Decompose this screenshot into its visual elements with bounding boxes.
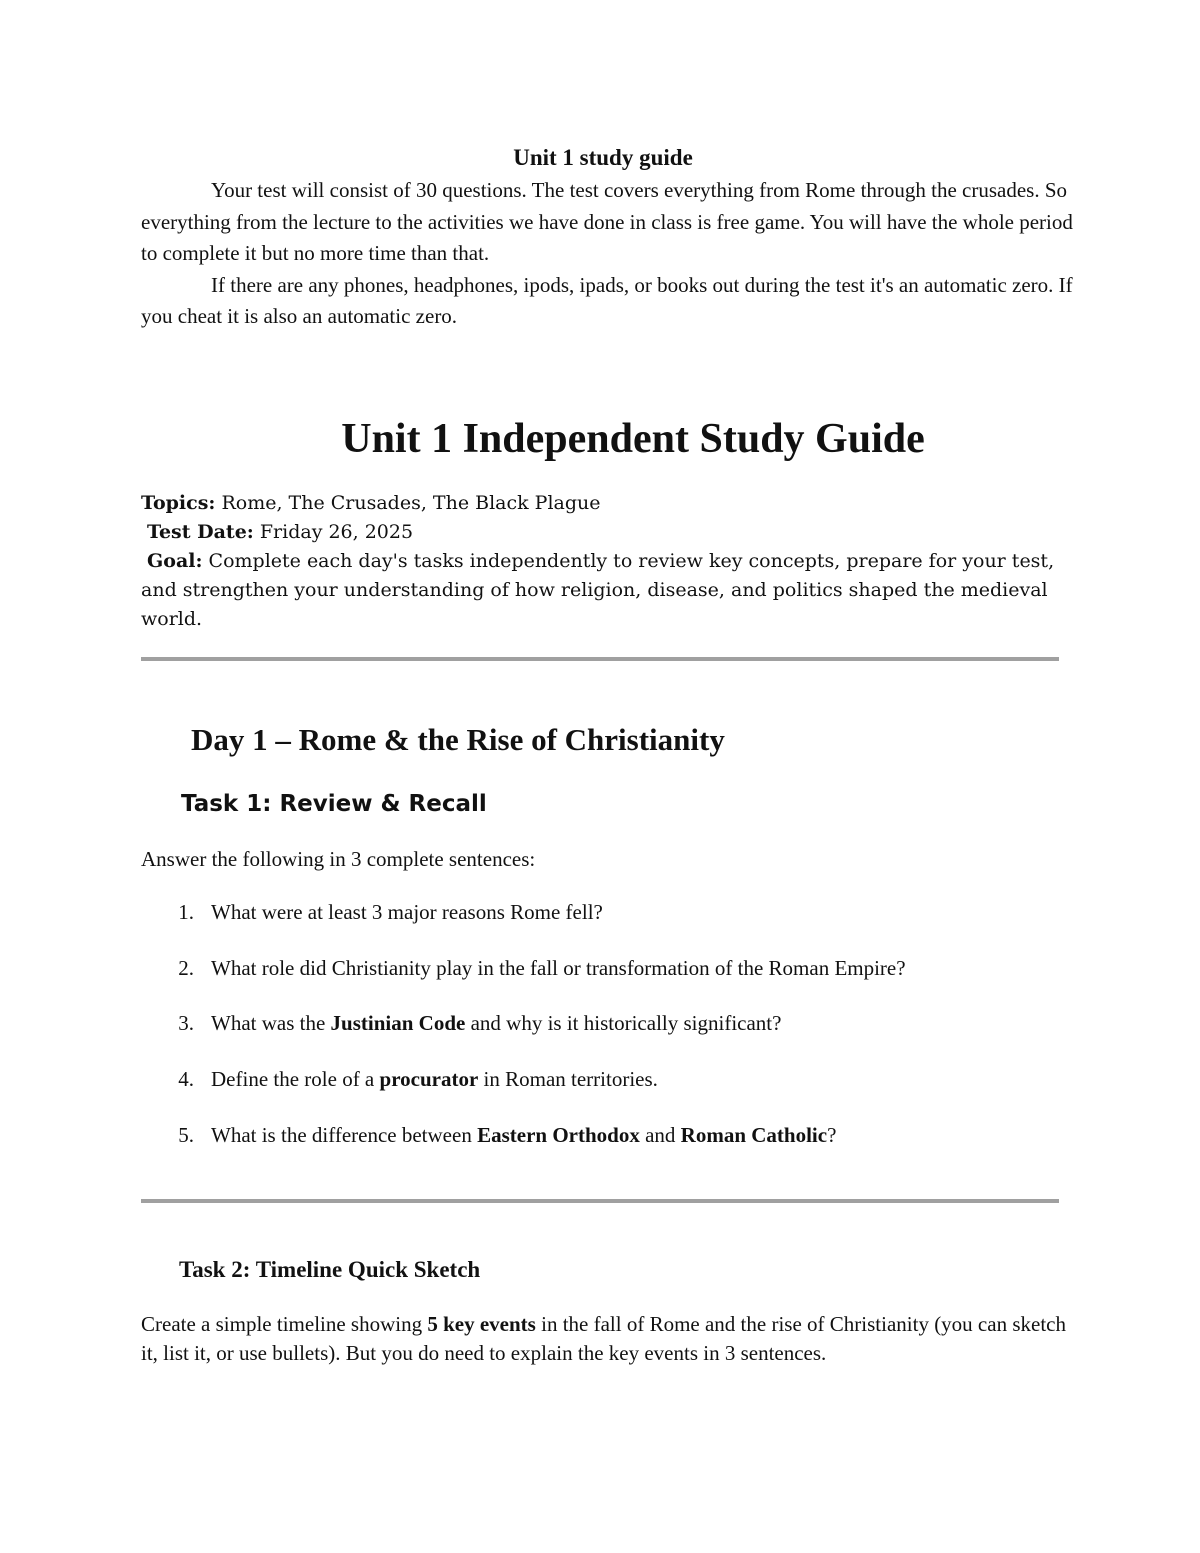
question-item bbox=[211, 1065, 1081, 1093]
question-item bbox=[211, 1121, 1081, 1149]
goal-label: Goal: bbox=[147, 550, 203, 572]
question-text: and why is it historically significant? bbox=[465, 1011, 782, 1035]
independent-guide-title: Unit 1 Independent Study Guide bbox=[341, 416, 925, 462]
goal-value: Complete each day's tasks independently to review key concepts, prepare for your test, and strengthen your understanding of how religion, disease, and politics shaped the medieval world. bbox=[141, 550, 1055, 630]
question-text: What was the bbox=[211, 1011, 331, 1035]
question-number: 5. bbox=[178, 1123, 194, 1147]
question-item bbox=[211, 1009, 1081, 1037]
question-text: ? bbox=[827, 1123, 837, 1147]
question-text: and bbox=[639, 1123, 681, 1147]
key-term: procurator bbox=[379, 1067, 479, 1091]
task2-instruction bbox=[141, 1310, 1076, 1368]
horizontal-rule bbox=[141, 657, 1059, 661]
question-text: Define the role of a bbox=[211, 1067, 380, 1091]
goal-line bbox=[141, 547, 1076, 634]
test-date-line bbox=[141, 518, 1076, 547]
task1-instruction: Answer the following in 3 complete sentences: bbox=[141, 847, 536, 871]
question-number: 3. bbox=[178, 1011, 194, 1035]
topics-label: Topics: bbox=[141, 492, 216, 514]
question-number: 4. bbox=[178, 1067, 194, 1091]
intro-paragraph-rules: If there are any phones, headphones, ipods, ipads, or books out during the test it's an automatic zero. If you cheat it is also an automatic zero. bbox=[141, 272, 1073, 328]
topics-value: Rome, The Crusades, The Black Plague bbox=[221, 492, 601, 514]
day1-heading: Day 1 – Rome & the Rise of Christianity bbox=[191, 722, 725, 757]
test-date-value: Friday 26, 2025 bbox=[259, 521, 414, 543]
task1-heading: Task 1: Review & Recall bbox=[181, 791, 487, 817]
key-term: Roman Catholic bbox=[680, 1123, 828, 1147]
question-text: What is the difference between bbox=[211, 1123, 478, 1147]
question-number: 2. bbox=[178, 956, 194, 980]
key-term: 5 key events bbox=[427, 1312, 536, 1336]
test-date-label: Test Date: bbox=[147, 521, 254, 543]
key-term: Justinian Code bbox=[330, 1011, 466, 1035]
key-term: Eastern Orthodox bbox=[477, 1123, 640, 1147]
task2-text: in the fall of Rome and the rise of Christianity (you can sketch it, list it, or use bullets). But you do need to explain the key events in 3 sentences. bbox=[141, 1312, 1066, 1365]
question-number: 1. bbox=[178, 900, 194, 924]
intro-paragraph-test-info: Your test will consist of 30 questions. The test covers everything from Rome through the crusades. So everything from the lecture to the activities we have done in class is free game. You will have the whole period to complete it but no more time than that. bbox=[141, 178, 1073, 265]
study-guide-title: Unit 1 study guide bbox=[513, 145, 693, 170]
task2-heading: Task 2: Timeline Quick Sketch bbox=[179, 1257, 481, 1282]
question-text: in Roman territories. bbox=[478, 1067, 658, 1091]
guide-meta bbox=[141, 489, 1076, 634]
question-item bbox=[211, 898, 1081, 926]
question-text: What were at least 3 major reasons Rome fell? bbox=[211, 900, 603, 924]
intro-section bbox=[141, 175, 1076, 333]
topics-line bbox=[141, 489, 1076, 518]
task2-text: Create a simple timeline showing bbox=[141, 1312, 428, 1336]
horizontal-rule bbox=[141, 1199, 1059, 1203]
question-item bbox=[211, 954, 1081, 982]
question-text: What role did Christianity play in the fall or transformation of the Roman Empire? bbox=[211, 956, 906, 980]
